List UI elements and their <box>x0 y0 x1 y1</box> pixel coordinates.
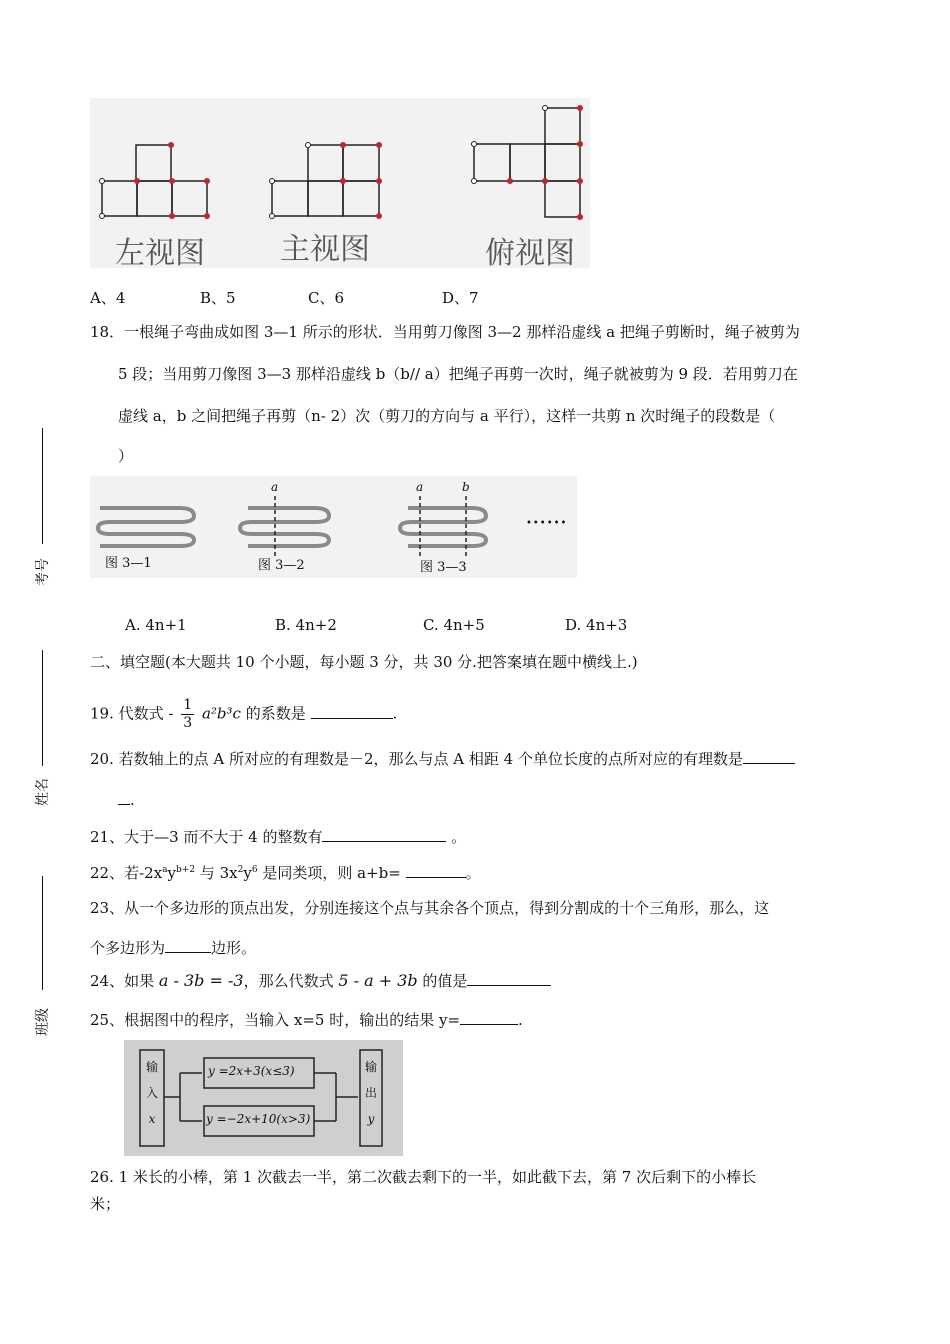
margin-label-class: 班级 <box>35 1008 51 1036</box>
q21-text: 21、大于—3 而不大于 4 的整数有 <box>90 828 323 846</box>
margin-label-name: 姓名 <box>35 778 51 806</box>
q19-answer-blank[interactable] <box>311 704 393 719</box>
q21 <box>90 826 466 847</box>
q25-answer-blank[interactable] <box>460 1010 518 1025</box>
margin-label-exam-number: 考号 <box>35 558 51 586</box>
q18-option-b: B. 4n+2 <box>275 616 337 634</box>
output-char-1: 输 <box>364 1060 377 1074</box>
q23-line1: 23、从一个多边形的顶点出发，分别连接这个点与其余各个顶点，得到分割成的十个三角形，那么，这 <box>90 899 770 917</box>
q22-exp-a: a <box>162 865 168 875</box>
q25-text: 25、根据图中的程序，当输入 x=5 时，输出的结果 y= <box>90 1011 461 1029</box>
q22 <box>90 862 481 883</box>
q23-line2 <box>90 937 256 958</box>
left-view-label: 左视图 <box>115 236 205 271</box>
q19-term: a²b³c <box>201 704 241 723</box>
fig32-letter-a: a <box>271 480 279 494</box>
q18-option-c: C. 4n+5 <box>423 616 485 634</box>
option-c: C、6 <box>308 289 345 307</box>
margin-rule-name <box>42 650 43 766</box>
q19-fraction <box>181 697 194 732</box>
output-var: y <box>367 1112 375 1126</box>
q22-mid: 与 3x <box>195 864 238 882</box>
fig33-caption: 图 3—3 <box>420 560 467 575</box>
q24-pre: 24、如果 <box>90 972 159 990</box>
q22-exp-2: 2 <box>237 865 244 875</box>
margin-rule-exam-number <box>42 428 43 544</box>
q20-line2 <box>118 790 135 809</box>
q19-numerator: 1 <box>183 697 193 713</box>
fig33-letter-b: b <box>462 480 470 494</box>
top-view-label: 俯视图 <box>485 236 575 271</box>
q19-prefix: 19. 代数式 - <box>90 704 174 723</box>
input-box <box>140 1054 164 1132</box>
q23-line2-post: 边形。 <box>211 939 257 957</box>
q20-line1 <box>90 748 795 769</box>
q18-line4: ） <box>118 447 134 465</box>
q19 <box>90 697 397 732</box>
q24-mid: ，那么代数式 <box>243 972 339 990</box>
q26-line1: 26. 1 米长的小棒，第 1 次截去一半，第二次截去剩下的一半，如此截下去，第 7 次后剩下的小棒长 <box>90 1168 757 1186</box>
option-b: B、5 <box>200 289 236 307</box>
fig33-letter-a: a <box>416 480 424 494</box>
q20-end: . <box>130 791 135 809</box>
q22-post: 是同类项，则 a+b= <box>257 864 406 882</box>
q18-line3: 虚线 a，b 之间把绳子再剪（n- 2）次（剪刀的方向与 a 平行），这样一共剪 n 次时绳子的段数是（ <box>118 407 776 425</box>
q24-expr2: 5 - a + 3b <box>338 971 418 990</box>
option-a: A、4 <box>90 289 126 307</box>
q20-answer-blank[interactable] <box>743 749 795 764</box>
q18-option-a: A. 4n+1 <box>125 616 187 634</box>
q22-y1: y <box>167 864 177 882</box>
q22-pre: 22、若-2x <box>90 864 163 882</box>
q19-suffix: 的系数是 <box>240 704 306 723</box>
rope-drawing <box>90 476 577 578</box>
q22-y2: y <box>243 864 252 882</box>
program-flowchart <box>124 1040 403 1156</box>
three-views-figure <box>90 98 590 271</box>
q25-end: . <box>518 1011 523 1029</box>
q20-text: 20. 若数轴上的点 A 所对应的有理数是－2，那么与点 A 相距 4 个单位长度的点所对应的有理数是 <box>90 750 743 768</box>
q18-line1: 18．一根绳子弯曲成如图 3—1 所示的形状．当用剪刀像图 3—2 那样沿虚线 a 把绳子剪断时，绳子被剪为 <box>90 323 800 341</box>
q19-denominator: 3 <box>183 715 193 731</box>
input-char-2: 入 <box>145 1086 158 1100</box>
q22-answer-blank[interactable] <box>406 863 466 878</box>
continuation-dots: •••••• <box>526 518 568 529</box>
branch-2-formula: y =−2x+10(x>3) <box>206 1112 311 1126</box>
q23-answer-blank[interactable] <box>165 938 211 953</box>
q24-expr1: a - 3b = -3 <box>158 971 244 990</box>
q20-answer-blank-cont[interactable] <box>118 790 130 805</box>
q21-end: 。 <box>446 828 467 846</box>
q22-exp-b2: b+2 <box>176 865 196 875</box>
q25 <box>90 1009 523 1030</box>
q23-line2-pre: 个多边形为 <box>90 939 166 957</box>
option-d: D、7 <box>442 289 479 307</box>
q24 <box>90 970 551 991</box>
rope-figure <box>90 476 577 578</box>
margin-rule-class <box>42 876 43 990</box>
q21-answer-blank[interactable] <box>322 827 446 842</box>
output-char-2: 出 <box>364 1086 377 1100</box>
fig32-caption: 图 3—2 <box>258 558 305 573</box>
q19-end: . <box>392 704 398 723</box>
q26-line2: 米； <box>90 1195 121 1213</box>
input-char-1: 输 <box>145 1060 158 1074</box>
output-box <box>360 1054 382 1132</box>
front-view-label: 主视图 <box>280 232 370 267</box>
q18-option-d: D. 4n+3 <box>565 616 628 634</box>
q24-post: 的值是 <box>417 972 468 990</box>
q22-end: 。 <box>465 864 481 882</box>
input-var: x <box>148 1112 156 1126</box>
fig31-caption: 图 3—1 <box>105 556 152 571</box>
section2-heading: 二、填空题(本大题共 10 个小题，每小题 3 分，共 30 分.把答案填在题中横线上.) <box>90 653 638 671</box>
q22-exp-6: 6 <box>251 865 258 875</box>
q18-line2: 5 段；当用剪刀像图 3—3 那样沿虚线 b（b// a）把绳子再剪一次时，绳子就被剪为 9 段．若用剪刀在 <box>118 365 798 383</box>
branch-1-formula: y =2x+3(x≤3) <box>208 1064 295 1078</box>
q24-answer-blank[interactable] <box>467 971 551 986</box>
